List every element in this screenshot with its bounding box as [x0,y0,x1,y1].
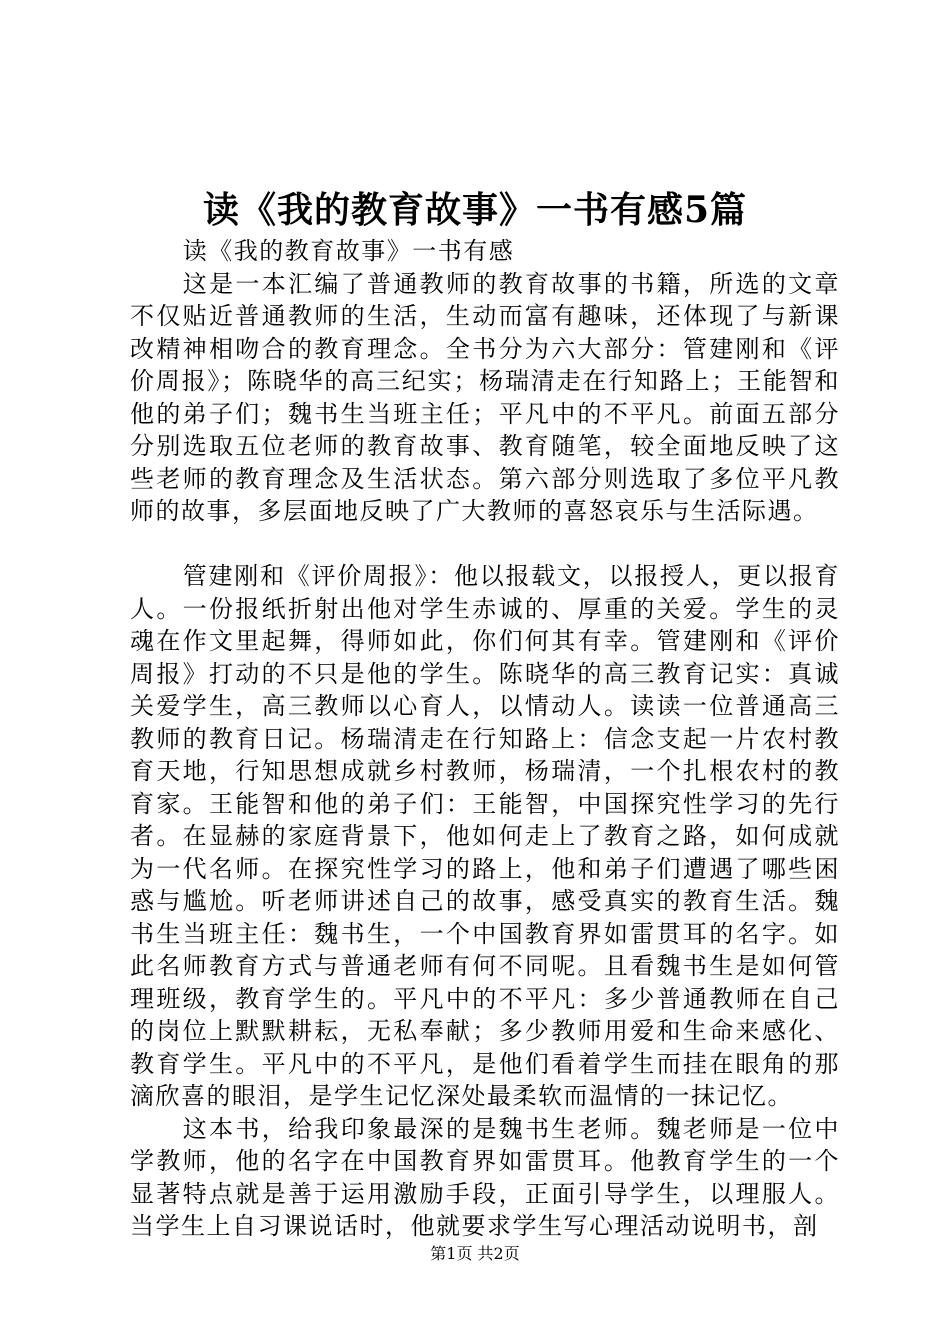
body-paragraph: 管建刚和《评价周报》：他以报载文，以报授人，更以报育人。一份报纸折射出他对学生赤诚的、厚重的关爱。学生的灵魂在作文里起舞，得师如此，你们何其有幸。管建刚和《评价周报》打动的不只是他的学生。陈晓华的高三教育记实：真诚关爱学生，高三教师以心育人，以情动人。读读一位普通高三教师的教育日记。杨瑞清走在行知路上：信念支起一片农村教育天地，行知思想成就乡村教师，杨瑞清，一个扎根农村的教育家。王能智和他的弟子们：王能智，中国探究性学习的先行者。在显赫的家庭背景下，他如何走上了教育之路，如何成就为一代名师。在探究性学习的路上，他和弟子们遭遇了哪些困惑与尴尬。听老师讲述自己的故事，感受真实的教育生活。魏书生当班主任：魏书生，一个中国教育界如雷贯耳的名字。如此名师教育方式与普通老师有何不同呢。且看魏书生是如何管理班级，教育学生的。平凡中的不平凡：多少普通教师在自己的岗位上默默耕耘，无私奉献；多少教师用爱和生命来感化、教育学生。平凡中的不平凡，是他们看着学生而挂在眼角的那滴欣喜的眼泪，是学生记忆深处最柔软而温情的一抹记忆。 [130,562,840,1110]
body-paragraph: 这是一本汇编了普通教师的教育故事的书籍，所选的文章不仅贴近普通教师的生活，生动而富有趣味，还体现了与新课改精神相吻合的教育理念。全书分为六大部分：管建刚和《评价周报》；陈晓华的高三纪实；杨瑞清走在行知路上；王能智和他的弟子们；魏书生当班主任；平凡中的不平凡。前面五部分分别选取五位老师的教育故事、教育随笔，较全面地反映了这些老师的教育理念及生活状态。第六部分则选取了多位平凡教师的故事，多层面地反映了广大教师的喜怒哀乐与生活际遇。 [130,269,840,525]
body-paragraph: 这本书，给我印象最深的是魏书生老师。魏老师是一位中学教师，他的名字在中国教育界如雷贯耳。他教育学生的一个显著特点就是善于运用激励手段，正面引导学生，以理服人。当学生上自习课说话时，他就要求学生写心理活动说明书，剖 [130,1114,840,1240]
document-title: 读《我的教育故事》一书有感5篇 [202,189,748,231]
page-footer: 第1页 共2页 [430,1244,520,1263]
document-body [130,235,840,1243]
subtitle-paragraph: 读《我的教育故事》一书有感 [182,237,515,265]
